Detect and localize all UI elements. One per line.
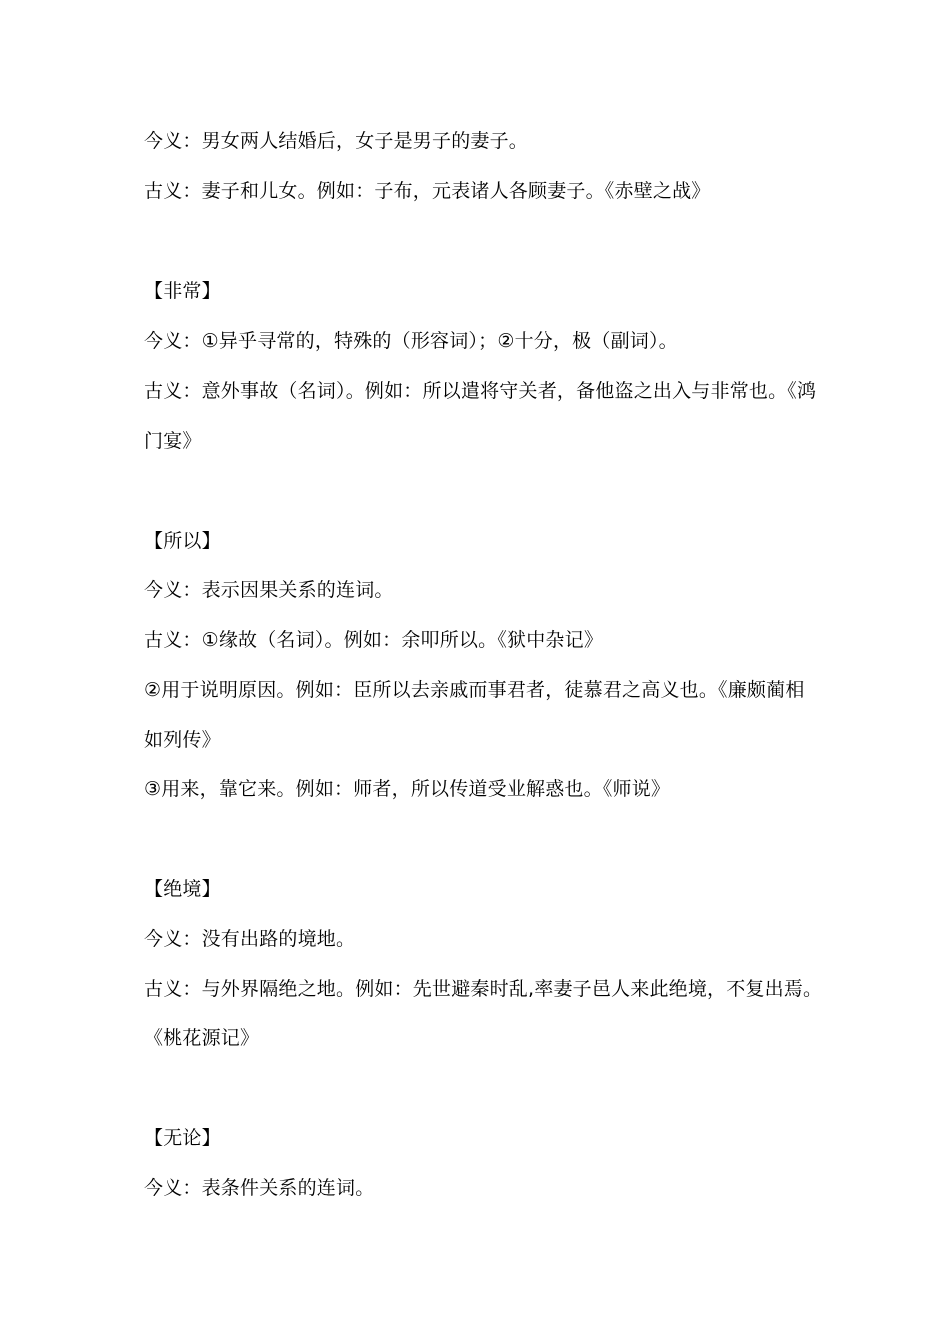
entry-modern-meaning: 今义：表示因果关系的连词。: [144, 579, 394, 601]
term-heading-juejing: 【绝境】: [144, 878, 221, 900]
term-heading-wulun: 【无论】: [144, 1127, 221, 1149]
entry-ancient-meaning-3: ③用来，靠它来。例如：师者，所以传道受业解惑也。《师说》: [144, 778, 671, 800]
entry-ancient-meaning: 古义：①缘故（名词）。例如：余叩所以。《狱中杂记》: [144, 629, 604, 651]
entry-continuation: 《桃花源记》: [144, 1027, 260, 1049]
term-heading-feichang: 【非常】: [144, 280, 221, 302]
entry-continuation: 如列传》: [144, 729, 221, 751]
entry-ancient-meaning: 古义：意外事故（名词）。例如：所以遣将守关者，备他盗之出入与非常也。《鸿: [144, 380, 817, 402]
entry-ancient-meaning-2: ②用于说明原因。例如：臣所以去亲戚而事君者，徒慕君之高义也。《廉颇蔺相: [144, 679, 805, 701]
entry-ancient-meaning: 古义：妻子和儿女。例如：子布，元表诸人各顾妻子。《赤壁之战》: [144, 180, 711, 202]
entry-continuation: 门宴》: [144, 430, 202, 452]
term-heading-suoyi: 【所以】: [144, 530, 221, 552]
entry-modern-meaning: 今义：①异乎寻常的，特殊的（形容词）；②十分，极（副词）。: [144, 330, 678, 352]
entry-ancient-meaning: 古义：与外界隔绝之地。例如：先世避秦时乱,率妻子邑人来此绝境，不复出焉。: [144, 978, 823, 1000]
entry-modern-meaning: 今义：男女两人结婚后，女子是男子的妻子。: [144, 130, 529, 152]
entry-modern-meaning: 今义：表条件关系的连词。: [144, 1177, 375, 1199]
entry-modern-meaning: 今义：没有出路的境地。: [144, 928, 356, 950]
